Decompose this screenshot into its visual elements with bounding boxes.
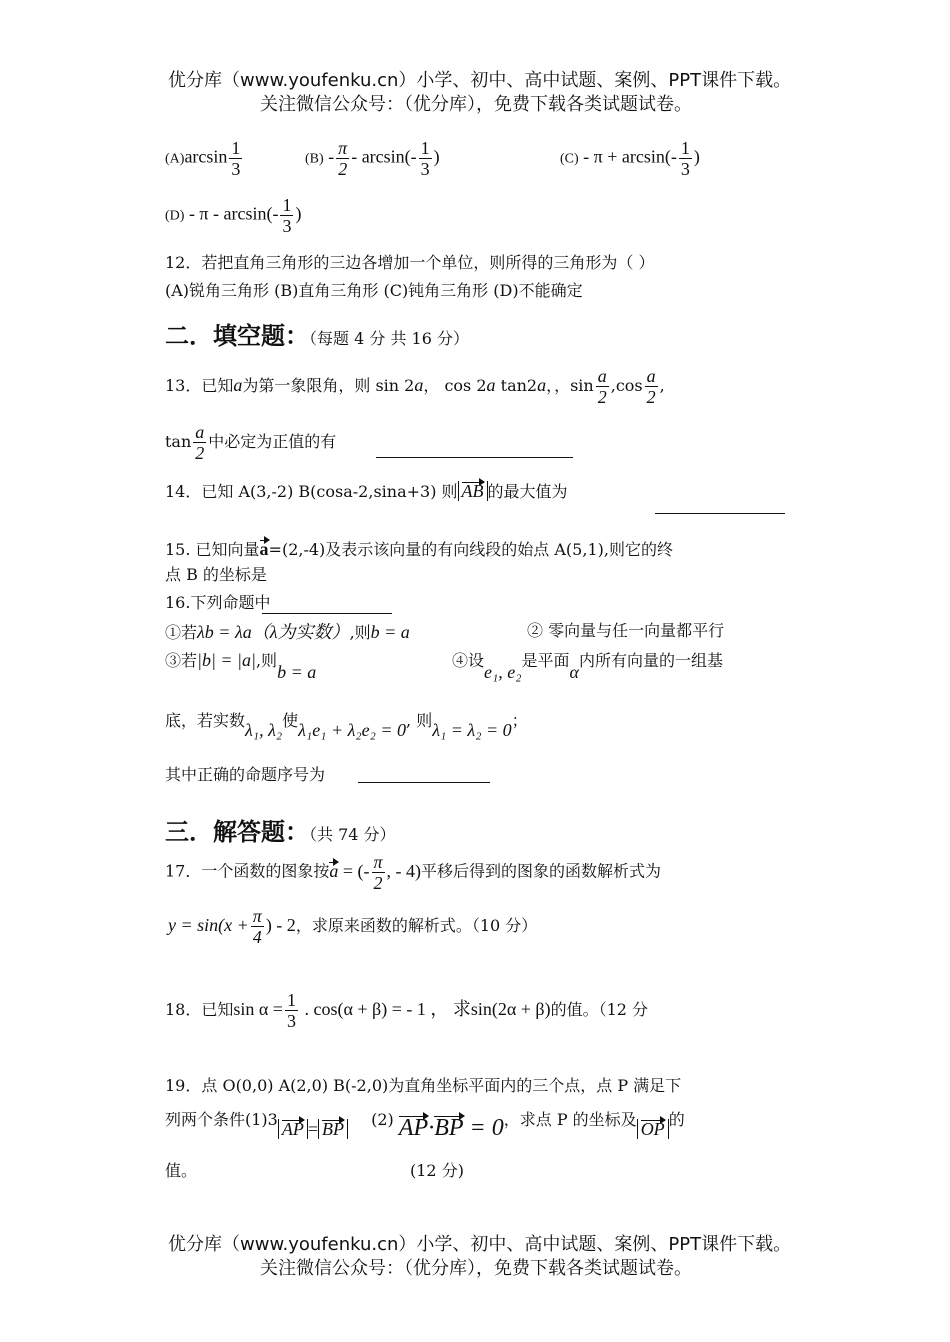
q13-line-1: 13．已知a为第一象限角，则 sin 2a， cos 2a tan2a，，sin $\frac{a}{2}$ ,cos $\frac{a}{2}$ , [165, 366, 665, 407]
q11-option-c: (C) - π + arcsin(- $\frac{1}{3}$ ) [560, 138, 700, 179]
q19-line-3: 值。 [165, 1161, 198, 1180]
q15-line-1: 15. 已知向量a=(2,-4)及表示该向量的有向线段的始点 A(5,1),则它的终 [165, 539, 673, 559]
footer-line-2: 关注微信公众号：（优分库），免费下载各类试题试卷。 [260, 1258, 692, 1279]
q16-item-3: ③若|b| = |a|,则b = a [165, 650, 317, 682]
q19-line-2: 列两个条件(1)3 AP = BP (2) AP·BP = 0，求点 P 的坐标及 OP 的 [165, 1110, 685, 1141]
header-line-1: 优分库（www.youfenku.cn）小学、初中、高中试题、案例、PPT课件下载。 [168, 70, 792, 91]
q14-answer-blank[interactable] [655, 513, 785, 514]
q16-item-1: ①若λb = λa（λ为实数）,则b = a [165, 622, 410, 642]
q15-answer-blank[interactable] [262, 613, 392, 614]
q16-title: 16.下列命题中 [165, 593, 271, 612]
q12-text: 12．若把直角三角形的三边各增加一个单位，则所得的三角形为（ ） [165, 253, 655, 272]
q19-score: (12 分) [410, 1161, 464, 1180]
q19-line-1: 19．点 O(0,0) A(2,0) B(-2,0)为直角坐标平面内的三个点，点 P 满足下 [165, 1076, 682, 1095]
q11-option-d: (D) - π - arcsin(- $\frac{1}{3}$ ) [165, 195, 302, 236]
q15-line-2: 点 B 的坐标是 [165, 565, 267, 584]
q12-options: (A)锐角三角形 (B)直角三角形 (C)钝角三角形 (D)不能确定 [165, 281, 583, 300]
q16-ask: 其中正确的命题序号为 [165, 765, 326, 784]
q13-line-2: tan $\frac{a}{2}$ 中必定为正值的有 [165, 422, 337, 463]
q16-item-2: ② 零向量与任一向量都平行 [527, 621, 725, 640]
section-3-title: 三．解答题：（共 74 分） [165, 818, 396, 846]
header-line-2: 关注微信公众号：（优分库），免费下载各类试题试卷。 [260, 94, 692, 115]
q13-answer-blank[interactable] [376, 457, 573, 458]
q16-item-4: ④设e₁, e₂是平面α内所有向量的一组基 [452, 651, 723, 682]
q14-text: 14．已知 A(3,-2) B(cosa-2,sina+3) 则 AB 的最大值为 [165, 481, 568, 501]
q17-line-2: y = sin(x + $\frac{\pi}{4}$ ) - 2，求原来函数的解析式。（10 分） [168, 906, 538, 947]
q16-line-4: 底，若实数λ₁, λ₂使λ₁e₁ + λ₂e₂ = 0, 则λ₁ = λ₂ = 0； [165, 711, 528, 740]
q18-text: 18．已知sin α = $\frac{1}{3}$ . cos(α + β) = - 1 ， 求sin(2α + β)的值。（12 分 [165, 990, 649, 1031]
section-2-title: 二．填空题：（每题 4 分 共 16 分） [165, 322, 469, 350]
q16-answer-blank[interactable] [358, 782, 490, 783]
q11-option-b: (B) - $\frac{\pi}{2}$ - arcsin(- $\frac{1}{3}$ ) [305, 138, 440, 179]
q17-line-1: 17．一个函数的图象按a = (- $\frac{\pi}{2}$ , - 4)平移后得到的图象的函数解析式为 [165, 852, 662, 893]
footer-line-1: 优分库（www.youfenku.cn）小学、初中、高中试题、案例、PPT课件下载。 [168, 1234, 792, 1255]
q11-option-a: (A)arcsin $\frac{1}{3}$ [165, 138, 241, 179]
